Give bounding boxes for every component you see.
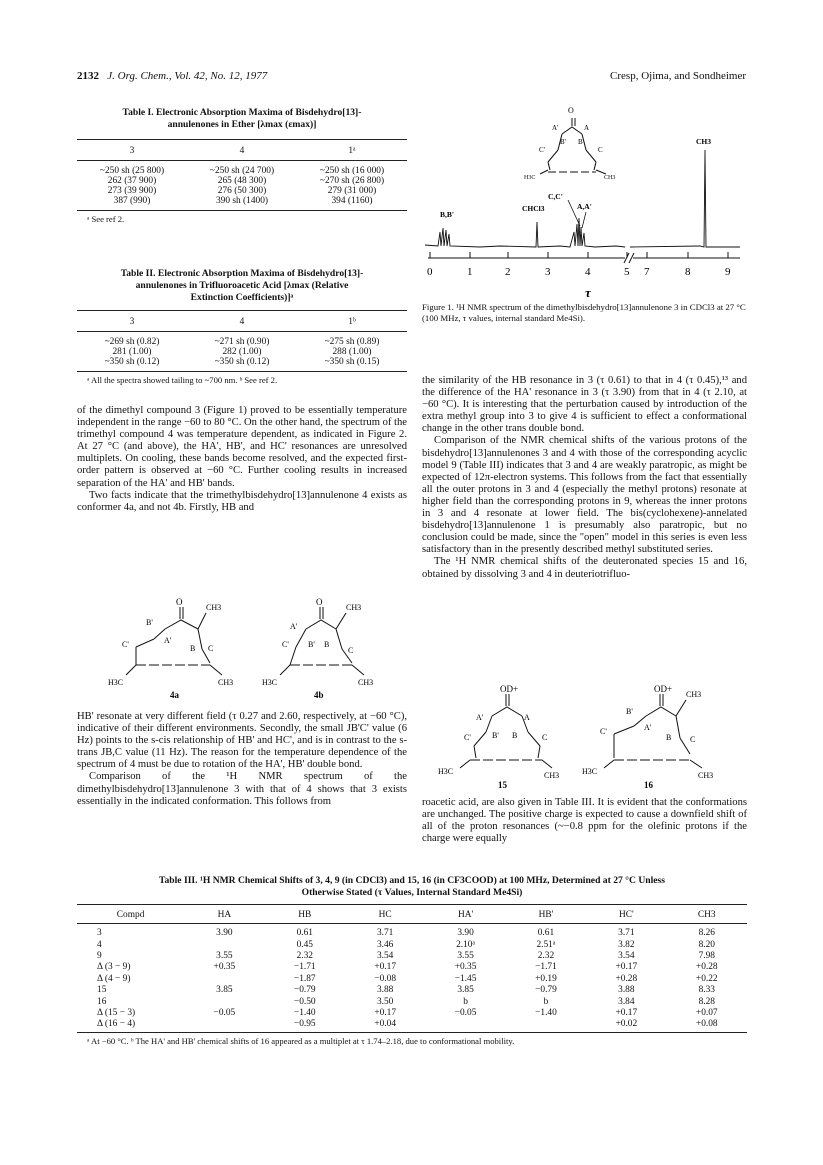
table-cell: −0.79 [535, 985, 557, 996]
right-column-text-top [422, 375, 747, 581]
atom-label: A [524, 713, 530, 722]
molecule-bp-label: B' [560, 138, 566, 146]
table-cell: +0.19 [535, 973, 557, 984]
structure-label: 4b [314, 690, 324, 700]
table-row: ~250 sh (25 800) ~250 sh (24 700) ~250 sh (16 000) [99, 165, 385, 176]
table-cell: 16 [97, 996, 107, 1007]
table-cell: 3.90 [216, 928, 233, 939]
table-cell: b [463, 996, 468, 1007]
table-cell: −1.87 [293, 973, 316, 984]
table-cell: b [543, 996, 549, 1007]
table-cell: 2.32 [537, 950, 555, 961]
table-cell: 3.71 [376, 928, 394, 939]
atom-label: CH3 [686, 690, 702, 699]
peak-label: A,A' [577, 202, 592, 211]
table-3-header: HA' [457, 909, 474, 920]
journal-citation: J. Org. Chem., Vol. 42, No. 12, 1977 [107, 70, 268, 82]
table-cell: 3.54 [618, 950, 635, 961]
structure-label: 4a [170, 690, 179, 700]
table-cell: +0.28 [695, 962, 718, 973]
left-column-text-top [77, 405, 407, 514]
atom-label: A' [290, 622, 298, 631]
table-cell: 3.88 [376, 985, 394, 996]
table-cell: 3.55 [216, 950, 233, 961]
figure-1-nmr-spectrum [420, 100, 750, 310]
atom-label: B' [308, 640, 315, 649]
table-cell: +0.17 [615, 1007, 638, 1018]
table-cell: 9 [97, 950, 102, 961]
table-cell: +0.17 [374, 1007, 397, 1018]
table-cell: 3.90 [457, 928, 474, 939]
table-row [77, 939, 747, 950]
atom-label: H3C [438, 767, 454, 776]
table-cell: +0.17 [374, 962, 397, 973]
atom-label: CH3 [698, 771, 714, 780]
axis-tick-label: 4 [585, 266, 591, 278]
page-header-authors: Cresp, Ojima, and Sondheimer [610, 70, 746, 82]
nmr-axis-ticks [427, 252, 731, 278]
molecule-c-label: C [598, 146, 603, 154]
axis-tick-label: 1 [467, 266, 473, 278]
table-cell: +0.02 [615, 1019, 638, 1030]
left-column-text-bottom [77, 711, 407, 808]
table-1-header: 4 [239, 146, 245, 157]
atom-label: CH3 [346, 603, 362, 612]
table-cell: −0.95 [293, 1019, 316, 1030]
table-cell: 0.61 [537, 928, 555, 939]
atom-label: O [176, 597, 183, 607]
axis-tick-label: 7 [644, 266, 650, 278]
paragraph: the similarity of the HB resonance in 3 (τ 0.61) to that in 4 (τ 0.45),¹³ and the difference of the HA' resonance in 3 (τ 3.90) from that in 4 (τ 2.10, at −60 °C). It is interesting that the perturbation caused by introduction of the extra methyl group into 3 to give 4 is sufficient to effect a conformational change in the other trans double bond. [422, 375, 747, 435]
table-row: 281 (1.00) 282 (1.00) 288 (1.00) [112, 346, 372, 357]
atom-label: OD+ [654, 684, 673, 694]
page-number: 2132 [77, 70, 99, 82]
paragraph: Two facts indicate that the trimethylbisdehydro[13]annulenone 4 exists as conformer 4a, and not 4b. Firstly, HB and [77, 489, 407, 513]
table-row [77, 1007, 747, 1018]
table-1-header: 1ᵃ [348, 146, 356, 157]
axis-tick-label: 3 [545, 266, 551, 278]
table-cell: Δ (15 − 3) [97, 1007, 136, 1018]
atom-label: C' [122, 640, 129, 649]
table-1-footnote: ᵃ See ref 2. [87, 213, 125, 224]
peak-label: C,C' [548, 192, 563, 201]
table-2-header: 3 [129, 317, 135, 328]
atom-label: A' [164, 636, 172, 645]
table-row: 273 (39 900) 276 (50 300) 279 (31 000) [107, 185, 377, 196]
table-cell: +0.28 [615, 973, 638, 984]
nmr-trace [425, 150, 740, 247]
atom-label: C [542, 733, 548, 742]
table-cell: −0.08 [374, 973, 397, 984]
atom-label: CH3 [218, 678, 234, 687]
table-3-caption: Table III. ¹H NMR Chemical Shifts of 3, 4, 9 (in CDCl3) and 15, 16 (in CF3COOD) at 100 MHz, Determined at 27 °C Unless Otherwise Stated (τ Values, Internal Standard Me4Si) [158, 875, 666, 898]
atom-label: CH3 [206, 603, 222, 612]
molecule-h3c-label: H3C [524, 175, 536, 181]
table-cell: 2.10ᵃ [456, 939, 476, 950]
axis-tick-label: 2 [505, 266, 511, 278]
table-cell [425, 1019, 505, 1030]
atom-label: CH3 [544, 771, 560, 780]
table-cell: 3.54 [376, 950, 394, 961]
table-3-header: HC [378, 909, 392, 920]
table-cell: 3.85 [457, 985, 474, 996]
table-cell: 2.51ᵃ [536, 939, 556, 950]
table-cell: −1.71 [535, 962, 557, 973]
table-row: 262 (37 900) 265 (48 300) ~270 sh (26 800) [107, 175, 385, 186]
table-2-caption: Table II. Electronic Absorption Maxima of Bisdehydro[13]- annulenones in Trifluoroacetic Acid [λmax (Relative Extinction Coefficients)]ᵃ [120, 268, 364, 303]
table-cell: −0.79 [293, 985, 316, 996]
atom-label: H3C [262, 678, 278, 687]
table-row [77, 984, 747, 995]
table-row [77, 962, 747, 973]
table-cell: −0.05 [213, 1007, 236, 1018]
atom-label: B [666, 733, 672, 742]
figure-1-caption: Figure 1. ¹H NMR spectrum of the dimethylbisdehydro[13]annulenone 3 in CDCl3 at 27 °C (100 MHz, τ values, internal standard Me4Si). [422, 302, 746, 323]
peak-label: CHCl3 [522, 204, 545, 213]
table-cell: −0.50 [293, 996, 316, 1007]
table-1 [77, 107, 407, 224]
table-cell [184, 973, 264, 984]
axis-tick-label: 0 [427, 266, 433, 278]
table-cell: 3.88 [618, 985, 635, 996]
atom-label: B' [492, 731, 499, 740]
molecule-cp-label: C' [539, 146, 545, 154]
nmr-axis-label: τ [585, 285, 591, 300]
table-3-header: HA [217, 909, 232, 920]
table-cell: 15 [97, 985, 107, 996]
atom-label: B [190, 644, 196, 653]
molecule-ch3-label: CH3 [604, 175, 616, 181]
atom-label: H3C [108, 678, 124, 687]
peak-label: CH3 [696, 137, 711, 146]
atom-label: C [690, 735, 696, 744]
atom-label: C [208, 644, 214, 653]
table-3-header: HB' [538, 909, 554, 920]
table-cell: −1.40 [535, 1007, 557, 1018]
table-cell: +0.04 [374, 1019, 397, 1030]
atom-label: OD+ [500, 684, 519, 694]
axis-tick-label: 8 [685, 266, 691, 278]
table-cell: 8.26 [698, 928, 715, 939]
table-3-header: CH3 [697, 909, 716, 920]
table-row: ~350 sh (0.12) ~350 sh (0.12) ~350 sh (0.15) [104, 356, 380, 367]
page-header-left [77, 70, 267, 82]
atom-label: C' [464, 733, 471, 742]
atom-label: B' [146, 618, 153, 627]
atom-label: A' [644, 723, 652, 732]
table-2-footnote: ᵃ All the spectra showed tailing to ~700 nm. ᵇ See ref 2. [87, 374, 278, 385]
table-row [77, 973, 747, 984]
nmr-x-axis [428, 253, 740, 263]
axis-tick-label: 9 [725, 266, 731, 278]
atom-label: O [316, 597, 323, 607]
table-cell: −1.40 [293, 1007, 316, 1018]
table-3 [77, 875, 747, 1046]
table-cell: 3.50 [376, 996, 394, 1007]
structure-label: 16 [644, 780, 653, 790]
table-row [77, 928, 747, 939]
table-cell: +0.07 [695, 1007, 718, 1018]
table-cell: 8.33 [698, 985, 715, 996]
table-cell: +0.08 [695, 1019, 718, 1030]
table-2-grid [77, 314, 407, 367]
table-cell: 0.45 [296, 939, 313, 950]
table-cell: 3.46 [376, 939, 394, 950]
molecule-b-label: B [578, 138, 583, 146]
paragraph: roacetic acid, are also given in Table III. It is evident that the conformations are unchanged. The positive charge is expected to cause a downfield shift of all of the proton resonances (~−0.8 ppm for the olefinic protons if the charge were equally [422, 797, 747, 845]
structures-15-16 [430, 680, 745, 795]
table-row: 387 (990) 390 sh (1400) 394 (1160) [113, 195, 373, 206]
table-cell [184, 939, 264, 950]
table-cell: 7.98 [698, 950, 715, 961]
atom-label: C' [282, 640, 289, 649]
atom-label: B [324, 640, 330, 649]
table-cell [506, 1019, 586, 1030]
atom-label: C [348, 646, 354, 655]
paragraph: Comparison of the ¹H NMR spectrum of the dimethylbisdehydro[13]annulenone 3 with that of 4 shows that 3 exists essentially in the indicated conformation. This follows from [77, 771, 407, 807]
table-cell: Δ (4 − 9) [97, 973, 131, 984]
table-cell: 8.20 [698, 939, 715, 950]
atom-label: C' [600, 727, 607, 736]
table-cell: 3.71 [618, 928, 635, 939]
table-row: ~269 sh (0.82) ~271 sh (0.90) ~275 sh (0.89) [104, 336, 380, 347]
table-cell: +0.17 [615, 962, 638, 973]
table-row [77, 950, 747, 961]
table-row [77, 996, 747, 1007]
atom-label: B [512, 731, 518, 740]
table-1-caption: Table I. Electronic Absorption Maxima of Bisdehydro[13]- annulenones in Ether [λmax (εmax)] [122, 107, 362, 130]
paragraph: HB' resonate at very different field (τ 0.27 and 2.60, respectively, at −60 °C), indicative of their different environments. Secondly, the small JB'C' value (6 Hz) points to the s-cis relationship of HB' and HC', and is in contrast to the s-trans JB,C value (11 Hz). The reason for the temperature dependence of the spectrum of 4 must be due to rotation of the HA', HB' double bond. [77, 711, 407, 771]
structures-4a-4b [110, 595, 400, 705]
table-3-grid [77, 907, 747, 1030]
table-3-footnote: ᵃ At −60 °C. ᵇ The HA' and HB' chemical shifts of 16 appeared as a multiplet at τ 1.74–2.18, due to conformational mobility. [87, 1036, 515, 1047]
table-3-header: HB [298, 909, 312, 920]
paragraph: The ¹H NMR chemical shifts of the deuteronated species 15 and 16, obtained by dissolving 3 and 4 in deuteriotrifluo- [422, 556, 747, 580]
atom-label: B' [626, 707, 633, 716]
table-row [77, 1019, 747, 1030]
atom-label: CH3 [358, 678, 374, 687]
peak-label: B,B' [440, 210, 454, 219]
table-cell: Δ (3 − 9) [97, 962, 131, 973]
table-cell: 4 [97, 939, 102, 950]
table-cell: +0.35 [454, 962, 477, 973]
table-cell: Δ (16 − 4) [97, 1019, 136, 1030]
table-1-grid [77, 143, 407, 206]
paragraph: Comparison of the NMR chemical shifts of the various protons of the bisdehydro[13]annulenones 3 and 4 with those of the corresponding acyclic model 9 (Table III) indicates that 3 and 4 are weakly paratropic, as might be expected of 12π-electron systems. This follows from the fact that essentially all the outer protons in 3 and 4 (especially the methyl protons) resonate at higher field than the corresponding protons in 9, whereas the inner protons in 3 and 4 resonate at lower field. The bis(cyclohexene)-annelated bisdehydro[13]annulenone 1 is presumably also paratropic, but no conclusion could be made, since the "open" model in this series is even less satisfactory than in the presently described methyl substituted series. [422, 435, 747, 556]
table-cell: −1.71 [293, 962, 316, 973]
table-3-header: Compd [116, 909, 145, 920]
axis-tick-label: 5 [624, 266, 630, 278]
table-2 [77, 268, 407, 385]
table-3-header: HC' [618, 909, 634, 920]
table-cell: 3.84 [618, 996, 635, 1007]
table-cell: −1.45 [454, 973, 477, 984]
molecule-ap-label: A' [552, 124, 559, 132]
right-column-text-bottom [422, 797, 747, 845]
atom-label: H3C [582, 767, 598, 776]
paragraph: of the dimethyl compound 3 (Figure 1) proved to be essentially temperature independent in the range −60 to 80 °C. On the other hand, the spectrum of the trimethyl compound 4 was temperature dependent, as indicated in Figure 2. At 27 °C (and above), the HA', HB', and HC' resonances are unresolved multiplets. On cooling, these bands become resolved, and the expected first-order pattern is observed at −60 °C. Further cooling results in increased separation of the HA' and HB' bands. [77, 405, 407, 489]
molecule-a-label: A [584, 124, 590, 132]
table-cell [184, 1019, 264, 1030]
table-cell: 8.28 [698, 996, 715, 1007]
table-cell [184, 996, 264, 1007]
table-cell: +0.22 [695, 973, 718, 984]
table-cell: 3.55 [457, 950, 474, 961]
table-cell: 3.85 [216, 985, 233, 996]
structure-label: 15 [498, 780, 507, 790]
table-2-header: 1ᵇ [348, 317, 356, 328]
table-cell: +0.35 [213, 962, 236, 973]
table-cell: 3 [97, 928, 102, 939]
atom-label: A' [476, 713, 484, 722]
table-cell: −0.05 [454, 1007, 477, 1018]
molecule-3-structure [540, 118, 606, 174]
molecule-o-label: O [568, 106, 574, 115]
table-1-header: 3 [129, 146, 135, 157]
table-cell: 0.61 [296, 928, 313, 939]
table-cell: 2.32 [296, 950, 313, 961]
table-cell: 3.82 [618, 939, 635, 950]
table-2-header: 4 [239, 317, 245, 328]
